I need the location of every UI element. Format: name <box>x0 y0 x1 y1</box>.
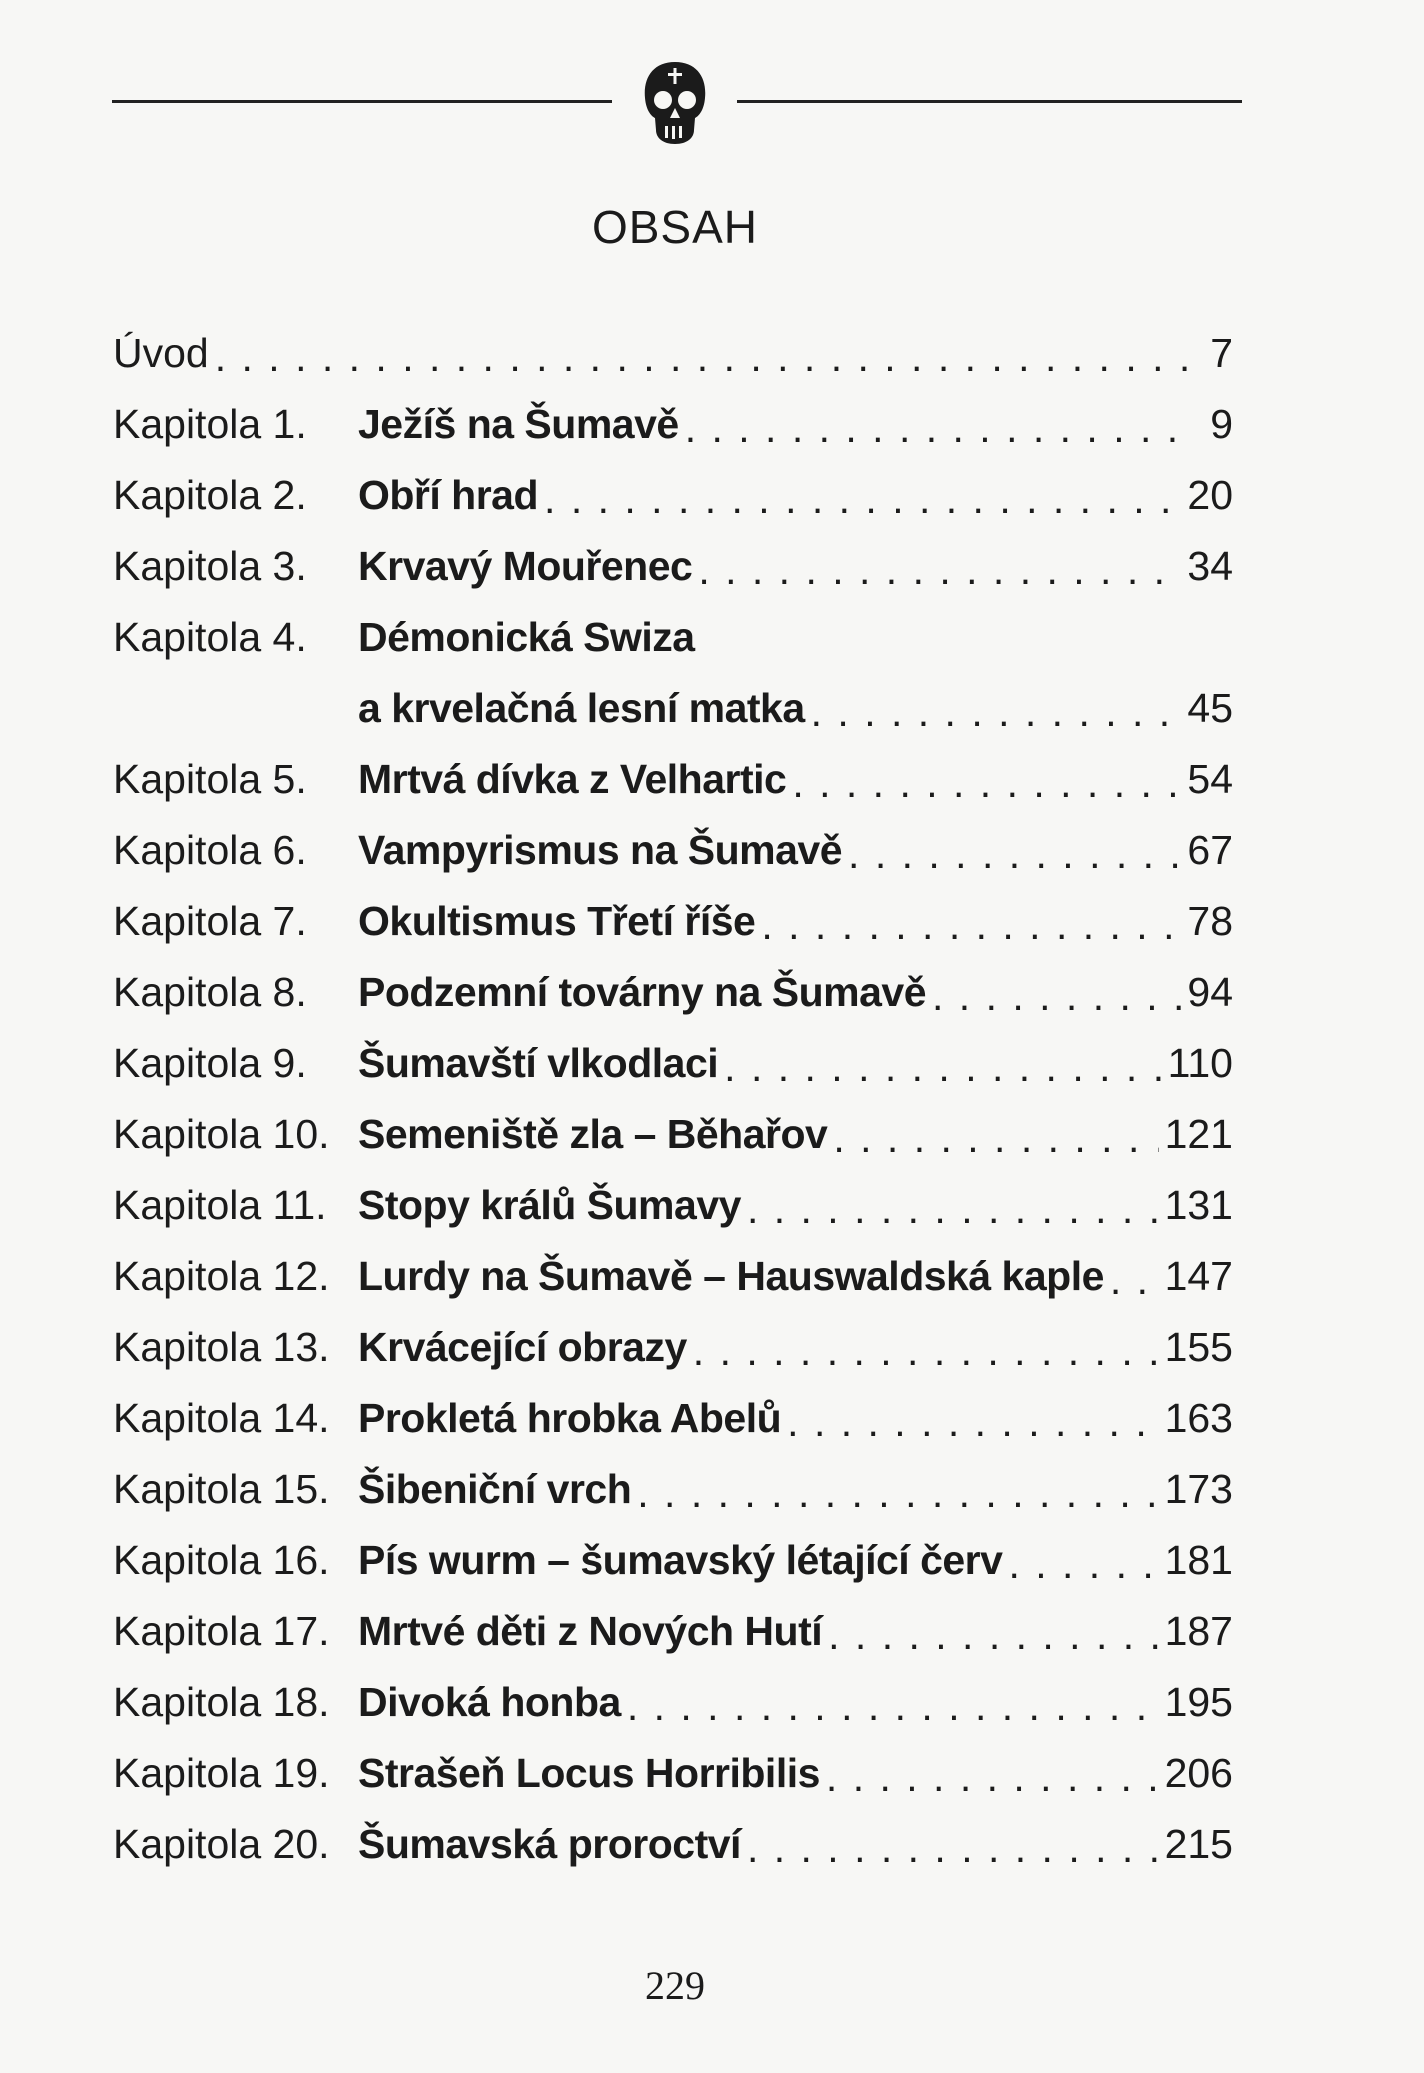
toc-entry-label: Kapitola 2. <box>113 472 307 518</box>
toc-entry[interactable] <box>113 1383 1233 1454</box>
toc-entry-title: Ježíš na Šumavě <box>358 401 679 447</box>
toc-entry-label: Kapitola 17. <box>113 1608 330 1654</box>
toc-entry-title: Strašeň Locus Horribilis <box>358 1750 820 1796</box>
table-of-contents <box>113 318 1233 1880</box>
toc-entry-page: 181 <box>1164 1537 1233 1583</box>
toc-entry-page: 173 <box>1164 1466 1233 1512</box>
toc-entry-page: 45 <box>1187 685 1233 731</box>
toc-entry-label: Kapitola 10. <box>113 1111 330 1157</box>
ornament-rule-right <box>737 100 1242 103</box>
leader-dots <box>811 689 1182 736</box>
toc-entry[interactable] <box>113 815 1233 886</box>
skull-icon <box>639 58 711 148</box>
toc-entry-page: 155 <box>1164 1324 1233 1370</box>
ornament-rule-left <box>112 100 612 103</box>
toc-entry-page: 195 <box>1164 1679 1233 1725</box>
leader-dots <box>637 1470 1158 1517</box>
leader-dots <box>1008 1541 1158 1588</box>
toc-entry-title: Mrtvá dívka z Velhartic <box>358 756 787 802</box>
toc-entry-label: Kapitola 15. <box>113 1466 330 1512</box>
leader-dots <box>215 334 1197 381</box>
leader-dots <box>1110 1257 1159 1304</box>
toc-entry-label: Kapitola 12. <box>113 1253 330 1299</box>
leader-dots <box>724 1044 1161 1091</box>
leader-dots <box>792 760 1181 807</box>
toc-entry-title: Vampyrismus na Šumavě <box>358 827 843 873</box>
toc-entry[interactable] <box>113 1099 1233 1170</box>
toc-entry[interactable] <box>113 1809 1233 1880</box>
toc-entry-page: 34 <box>1187 543 1233 589</box>
toc-entry-page: 163 <box>1164 1395 1233 1441</box>
toc-entry[interactable] <box>113 602 1233 673</box>
toc-entry[interactable] <box>113 744 1233 815</box>
toc-entry[interactable] <box>113 1738 1233 1809</box>
toc-entry-title: Pís wurm – šumavský létající červ <box>358 1537 1003 1583</box>
toc-entry-page: 9 <box>1210 401 1233 447</box>
toc-entry-page: 94 <box>1187 969 1233 1015</box>
leader-dots <box>627 1683 1159 1730</box>
toc-entry-label: Kapitola 18. <box>113 1679 330 1725</box>
toc-entry-label: Úvod <box>113 330 209 376</box>
toc-entry-continuation[interactable] <box>113 673 1233 744</box>
toc-entry-page: 78 <box>1187 898 1233 944</box>
leader-dots <box>826 1754 1159 1801</box>
toc-entry-label: Kapitola 8. <box>113 969 307 1015</box>
toc-entry-title: Prokletá hrobka Abelů <box>358 1395 782 1441</box>
toc-entry-label: Kapitola 16. <box>113 1537 330 1583</box>
leader-dots <box>932 973 1181 1020</box>
toc-entry-title: Krvavý Mouřenec <box>358 543 693 589</box>
toc-entry-label: Kapitola 14. <box>113 1395 330 1441</box>
toc-entry-title: Šibeniční vrch <box>358 1466 632 1512</box>
leader-dots <box>693 1328 1159 1375</box>
toc-entry-page: 54 <box>1187 756 1233 802</box>
toc-entry-title: Semeniště zla – Běhařov <box>358 1111 828 1157</box>
toc-entry-title: Okultismus Třetí říše <box>358 898 756 944</box>
toc-entry-label: Kapitola 5. <box>113 756 307 802</box>
toc-entry-page: 131 <box>1164 1182 1233 1228</box>
toc-entry-title: Šumavští vlkodlaci <box>358 1040 719 1086</box>
toc-entry[interactable] <box>113 1525 1233 1596</box>
toc-entry[interactable] <box>113 957 1233 1028</box>
toc-entry[interactable] <box>113 531 1233 602</box>
toc-entry-label: Kapitola 1. <box>113 401 307 447</box>
toc-entry[interactable] <box>113 1170 1233 1241</box>
leader-dots <box>848 831 1181 878</box>
leader-dots <box>747 1825 1159 1872</box>
toc-entry-page: 20 <box>1187 472 1233 518</box>
toc-entry-label: Kapitola 4. <box>113 614 307 660</box>
toc-entry-title: Divoká honba <box>358 1679 621 1725</box>
toc-entry-page: 187 <box>1164 1608 1233 1654</box>
toc-entry-label: Kapitola 11. <box>113 1182 327 1228</box>
toc-entry-title: Mrtvé děti z Nových Hutí <box>358 1608 823 1654</box>
leader-dots <box>761 902 1181 949</box>
toc-entry-label: Kapitola 3. <box>113 543 307 589</box>
toc-entry[interactable] <box>113 1312 1233 1383</box>
toc-entry-label: Kapitola 20. <box>113 1821 330 1867</box>
leader-dots <box>828 1612 1158 1659</box>
leader-dots <box>787 1399 1158 1446</box>
leader-dots <box>685 405 1197 452</box>
toc-entry[interactable] <box>113 886 1233 957</box>
toc-entry[interactable] <box>113 460 1233 531</box>
leader-dots <box>833 1115 1158 1162</box>
toc-entry[interactable] <box>113 1028 1233 1099</box>
toc-entry-title: Stopy králů Šumavy <box>358 1182 741 1228</box>
toc-entry[interactable] <box>113 1454 1233 1525</box>
toc-entry-title: Podzemní továrny na Šumavě <box>358 969 927 1015</box>
header-ornament <box>112 58 1242 148</box>
toc-entry-title: Šumavská proroctví <box>358 1821 741 1867</box>
toc-entry-label: Kapitola 6. <box>113 827 307 873</box>
toc-entry-page: 7 <box>1210 330 1233 376</box>
toc-entry-title: Obří hrad <box>358 472 539 518</box>
toc-entry-page: 67 <box>1187 827 1233 873</box>
toc-entry[interactable] <box>113 389 1233 460</box>
page-number: 229 <box>645 1963 705 2008</box>
leader-dots <box>544 476 1181 523</box>
toc-entry[interactable] <box>113 1596 1233 1667</box>
leader-dots <box>698 547 1181 594</box>
toc-entry[interactable] <box>113 1667 1233 1738</box>
toc-entry-title-continuation: a krvelačná lesní matka <box>358 685 805 731</box>
page-title: OBSAH <box>591 201 759 253</box>
toc-entry[interactable] <box>113 1241 1233 1312</box>
toc-entry-title: Lurdy na Šumavě – Hauswaldská kaple <box>358 1253 1104 1299</box>
toc-entry-page: 147 <box>1164 1253 1233 1299</box>
leader-dots <box>747 1186 1159 1233</box>
toc-entry-title: Démonická Swiza <box>358 614 695 660</box>
toc-entry-page: 110 <box>1167 1040 1233 1086</box>
toc-entry-label: Kapitola 7. <box>113 898 307 944</box>
toc-entry-page: 121 <box>1164 1111 1233 1157</box>
toc-entry-intro[interactable] <box>113 318 1233 389</box>
toc-entry-label: Kapitola 9. <box>113 1040 307 1086</box>
toc-entry-page: 215 <box>1164 1821 1233 1867</box>
toc-entry-label: Kapitola 13. <box>113 1324 330 1370</box>
toc-entry-title: Krvácející obrazy <box>358 1324 687 1370</box>
toc-entry-page: 206 <box>1164 1750 1233 1796</box>
toc-entry-label: Kapitola 19. <box>113 1750 330 1796</box>
